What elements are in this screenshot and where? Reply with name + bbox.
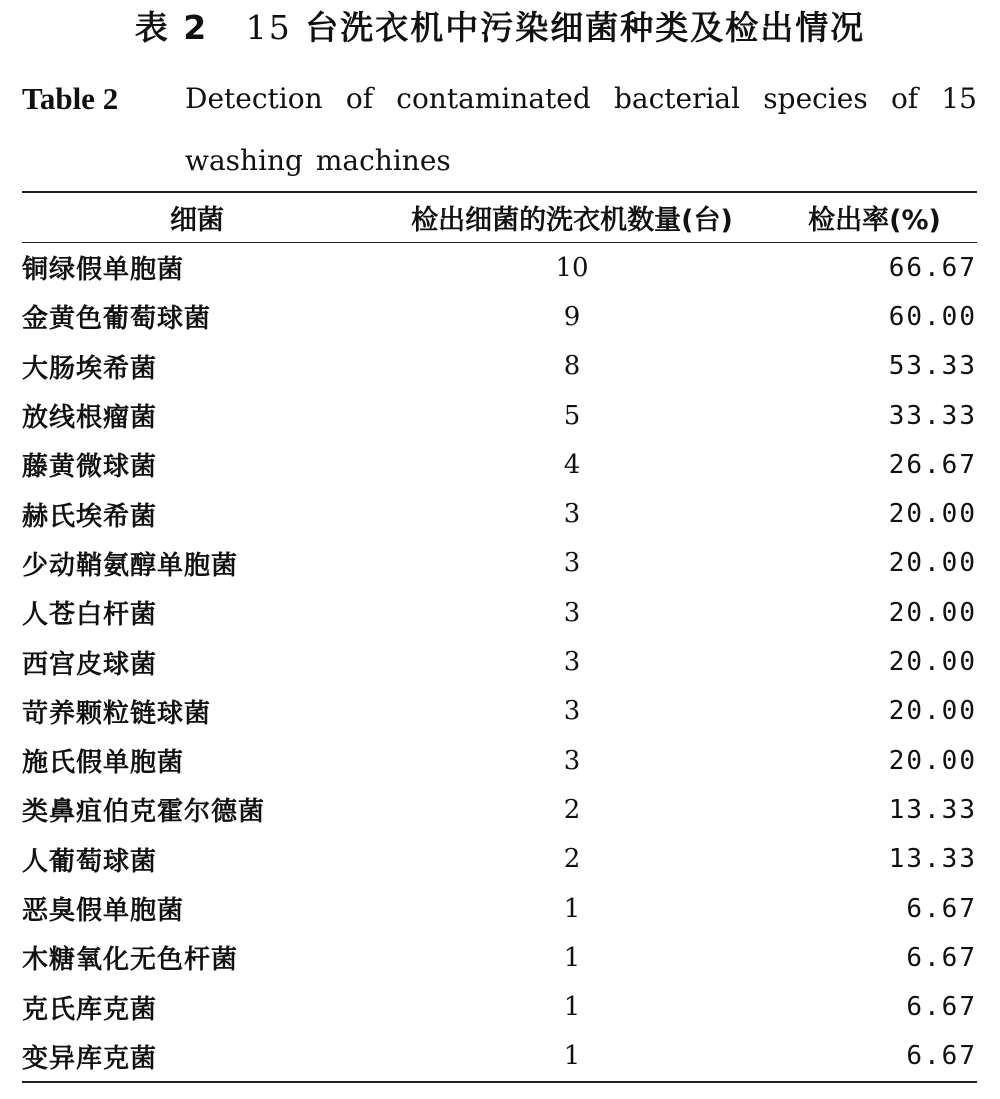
column-header-bacterium: 细菌	[170, 205, 224, 236]
table-row	[22, 736, 977, 785]
count-cell: 3	[563, 548, 581, 579]
bacterium-cell: 赫氏埃希菌	[22, 501, 158, 532]
table-title-en	[22, 68, 977, 192]
rate-cell: 13.33	[888, 794, 977, 825]
count-cell: 1	[563, 942, 581, 973]
bacterium-cell: 木糖氧化无色杆菌	[22, 945, 239, 976]
rate-cell: 20.00	[888, 499, 977, 530]
table-row	[22, 243, 977, 293]
count-cell: 3	[563, 696, 581, 727]
bacterium-cell: 放线根瘤菌	[22, 403, 158, 434]
table-row	[22, 835, 977, 884]
rate-cell: 6.67	[906, 942, 977, 973]
table-row	[22, 1032, 977, 1082]
table-row	[22, 933, 977, 982]
bacterium-cell: 人苍白杆菌	[22, 600, 158, 631]
count-cell: 3	[563, 597, 581, 628]
bacterium-cell: 金黄色葡萄球菌	[22, 304, 212, 335]
count-cell: 1	[563, 893, 581, 924]
table-row	[22, 489, 977, 538]
count-cell: 8	[563, 351, 581, 382]
bacteria-detection-table	[22, 191, 977, 1083]
bacterium-cell: 西宫皮球菌	[22, 649, 158, 680]
bacterium-cell: 大肠埃希菌	[22, 353, 158, 384]
bacterium-cell: 变异库克菌	[22, 1043, 158, 1074]
count-cell: 3	[563, 745, 581, 776]
count-cell: 10	[555, 252, 589, 283]
table-title-cn-text: 台洗衣机中污染细菌种类及检出情况	[305, 8, 866, 47]
bacterium-cell: 铜绿假单胞菌	[22, 255, 185, 286]
table-row	[22, 292, 977, 341]
table-row	[22, 539, 977, 588]
rate-cell: 26.67	[888, 449, 977, 480]
table-label-en: Table 2	[22, 81, 119, 116]
table-row	[22, 588, 977, 637]
table-title-cn	[0, 8, 1000, 48]
bacterium-cell: 苛养颗粒链球菌	[22, 698, 212, 729]
count-cell: 9	[563, 301, 581, 332]
count-cell: 3	[563, 499, 581, 530]
table-row	[22, 637, 977, 686]
column-header-count: 检出细菌的洗衣机数量(台)	[411, 205, 733, 236]
rate-cell: 6.67	[906, 992, 977, 1023]
table-row	[22, 884, 977, 933]
bacterium-cell: 藤黄微球菌	[22, 452, 158, 483]
table-body	[22, 243, 977, 1083]
table-header-row	[22, 192, 977, 243]
table-row	[22, 342, 977, 391]
count-cell: 5	[563, 400, 581, 431]
table-row	[22, 982, 977, 1031]
count-cell: 1	[563, 1041, 581, 1072]
bacterium-cell: 人葡萄球菌	[22, 846, 158, 877]
bacterium-cell: 恶臭假单胞菌	[22, 896, 185, 926]
table-title-number: 15	[245, 8, 292, 47]
bacterium-cell: 克氏库克菌	[22, 994, 158, 1025]
count-cell: 4	[563, 449, 581, 480]
rate-cell: 20.00	[888, 647, 977, 678]
rate-cell: 20.00	[888, 597, 977, 628]
rate-cell: 33.33	[888, 400, 977, 431]
rate-cell: 20.00	[888, 745, 977, 776]
table-row	[22, 391, 977, 440]
rate-cell: 13.33	[888, 844, 977, 875]
column-header-rate: 检出率(%)	[808, 205, 941, 236]
table-row	[22, 440, 977, 489]
table-row	[22, 785, 977, 834]
rate-cell: 60.00	[888, 301, 977, 332]
count-cell: 1	[563, 992, 581, 1023]
bacterium-cell: 少动鞘氨醇单胞菌	[22, 550, 239, 581]
table-label-cn: 表 2	[134, 8, 209, 47]
rate-cell: 66.67	[888, 252, 977, 283]
rate-cell: 20.00	[888, 696, 977, 727]
rate-cell: 6.67	[906, 1041, 977, 1072]
bacterium-cell: 施氏假单胞菌	[22, 748, 185, 779]
count-cell: 2	[563, 844, 581, 875]
count-cell: 2	[563, 794, 581, 825]
table-title-en-text: Detection of contaminated bacterial species of 15 washing machines	[185, 82, 977, 177]
rate-cell: 53.33	[888, 351, 977, 382]
count-cell: 3	[563, 647, 581, 678]
table-row	[22, 687, 977, 736]
rate-cell: 6.67	[906, 893, 977, 924]
bacterium-cell: 类鼻疽伯克霍尔德菌	[22, 797, 266, 828]
rate-cell: 20.00	[888, 548, 977, 579]
